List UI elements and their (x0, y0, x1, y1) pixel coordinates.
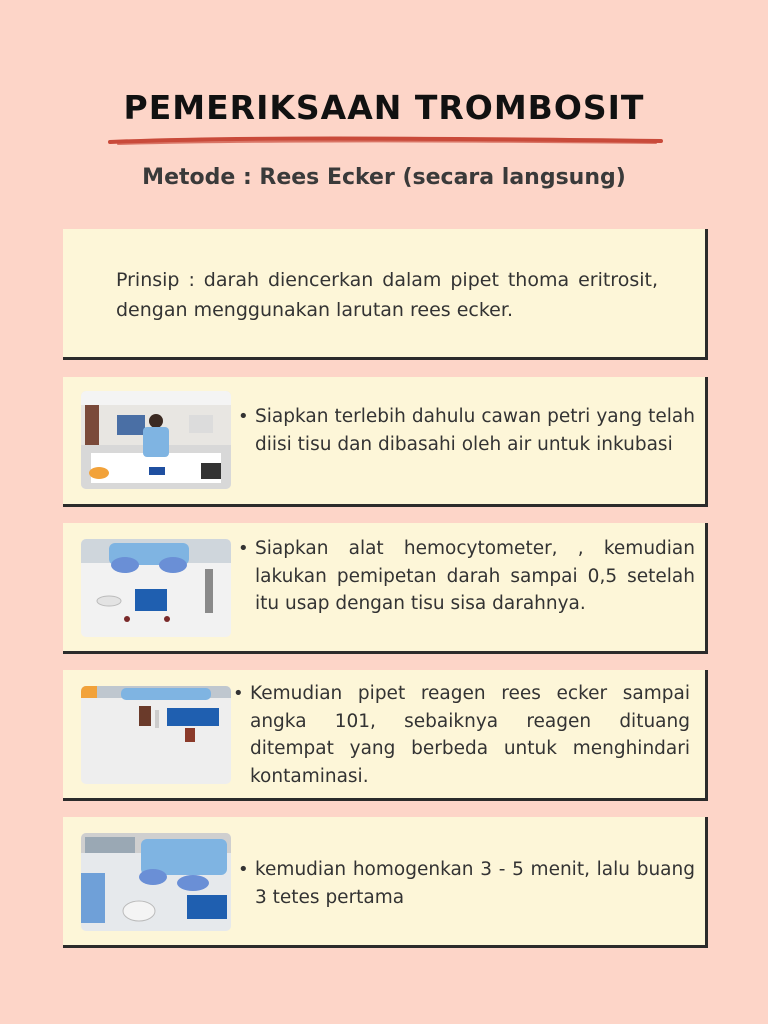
bullet-icon: • (233, 683, 244, 704)
bullet-icon: • (238, 406, 249, 427)
step-card-3 (63, 670, 708, 801)
step-text-3 (233, 680, 690, 790)
step-text-2-content: Siapkan alat hemocytometer, , kemudian lakukan pemipetan darah sampai 0,5 setelah itu usap dengan tisu sisa darahnya. (255, 538, 695, 614)
prinsip-card (63, 229, 708, 360)
step-card-2 (63, 523, 708, 654)
step-text-2 (238, 535, 695, 618)
step-text-3-content: Kemudian pipet reagen rees ecker sampai angka 101, sebaiknya reagen dituang ditempat yang berbeda untuk menghindari kontaminasi. (250, 683, 690, 787)
prinsip-text: Prinsip : darah diencerkan dalam pipet thoma eritrosit, dengan menggunakan larutan rees ecker. (116, 269, 658, 321)
step-card-4 (63, 817, 708, 948)
step-text-4 (238, 856, 695, 911)
step-text-1 (238, 403, 695, 458)
pipetting-photo (81, 539, 231, 637)
step-text-1-content: Siapkan terlebih dahulu cawan petri yang telah diisi tisu dan dibasahi oleh air untuk inkubasi (255, 406, 695, 455)
method-subtitle: Metode : Rees Ecker (secara langsung) (142, 165, 626, 190)
step-card-1 (63, 377, 708, 507)
bullet-icon: • (238, 538, 249, 559)
reagent-photo (81, 686, 231, 784)
bullet-icon: • (238, 859, 249, 880)
page-title: PEMERIKSAAN TROMBOSIT (123, 88, 645, 127)
step-text-4-content: kemudian homogenkan 3 - 5 menit, lalu buang 3 tetes pertama (255, 859, 695, 908)
homogenize-photo (81, 833, 231, 931)
title-underline (108, 134, 663, 148)
lab-technician-photo (81, 391, 231, 489)
